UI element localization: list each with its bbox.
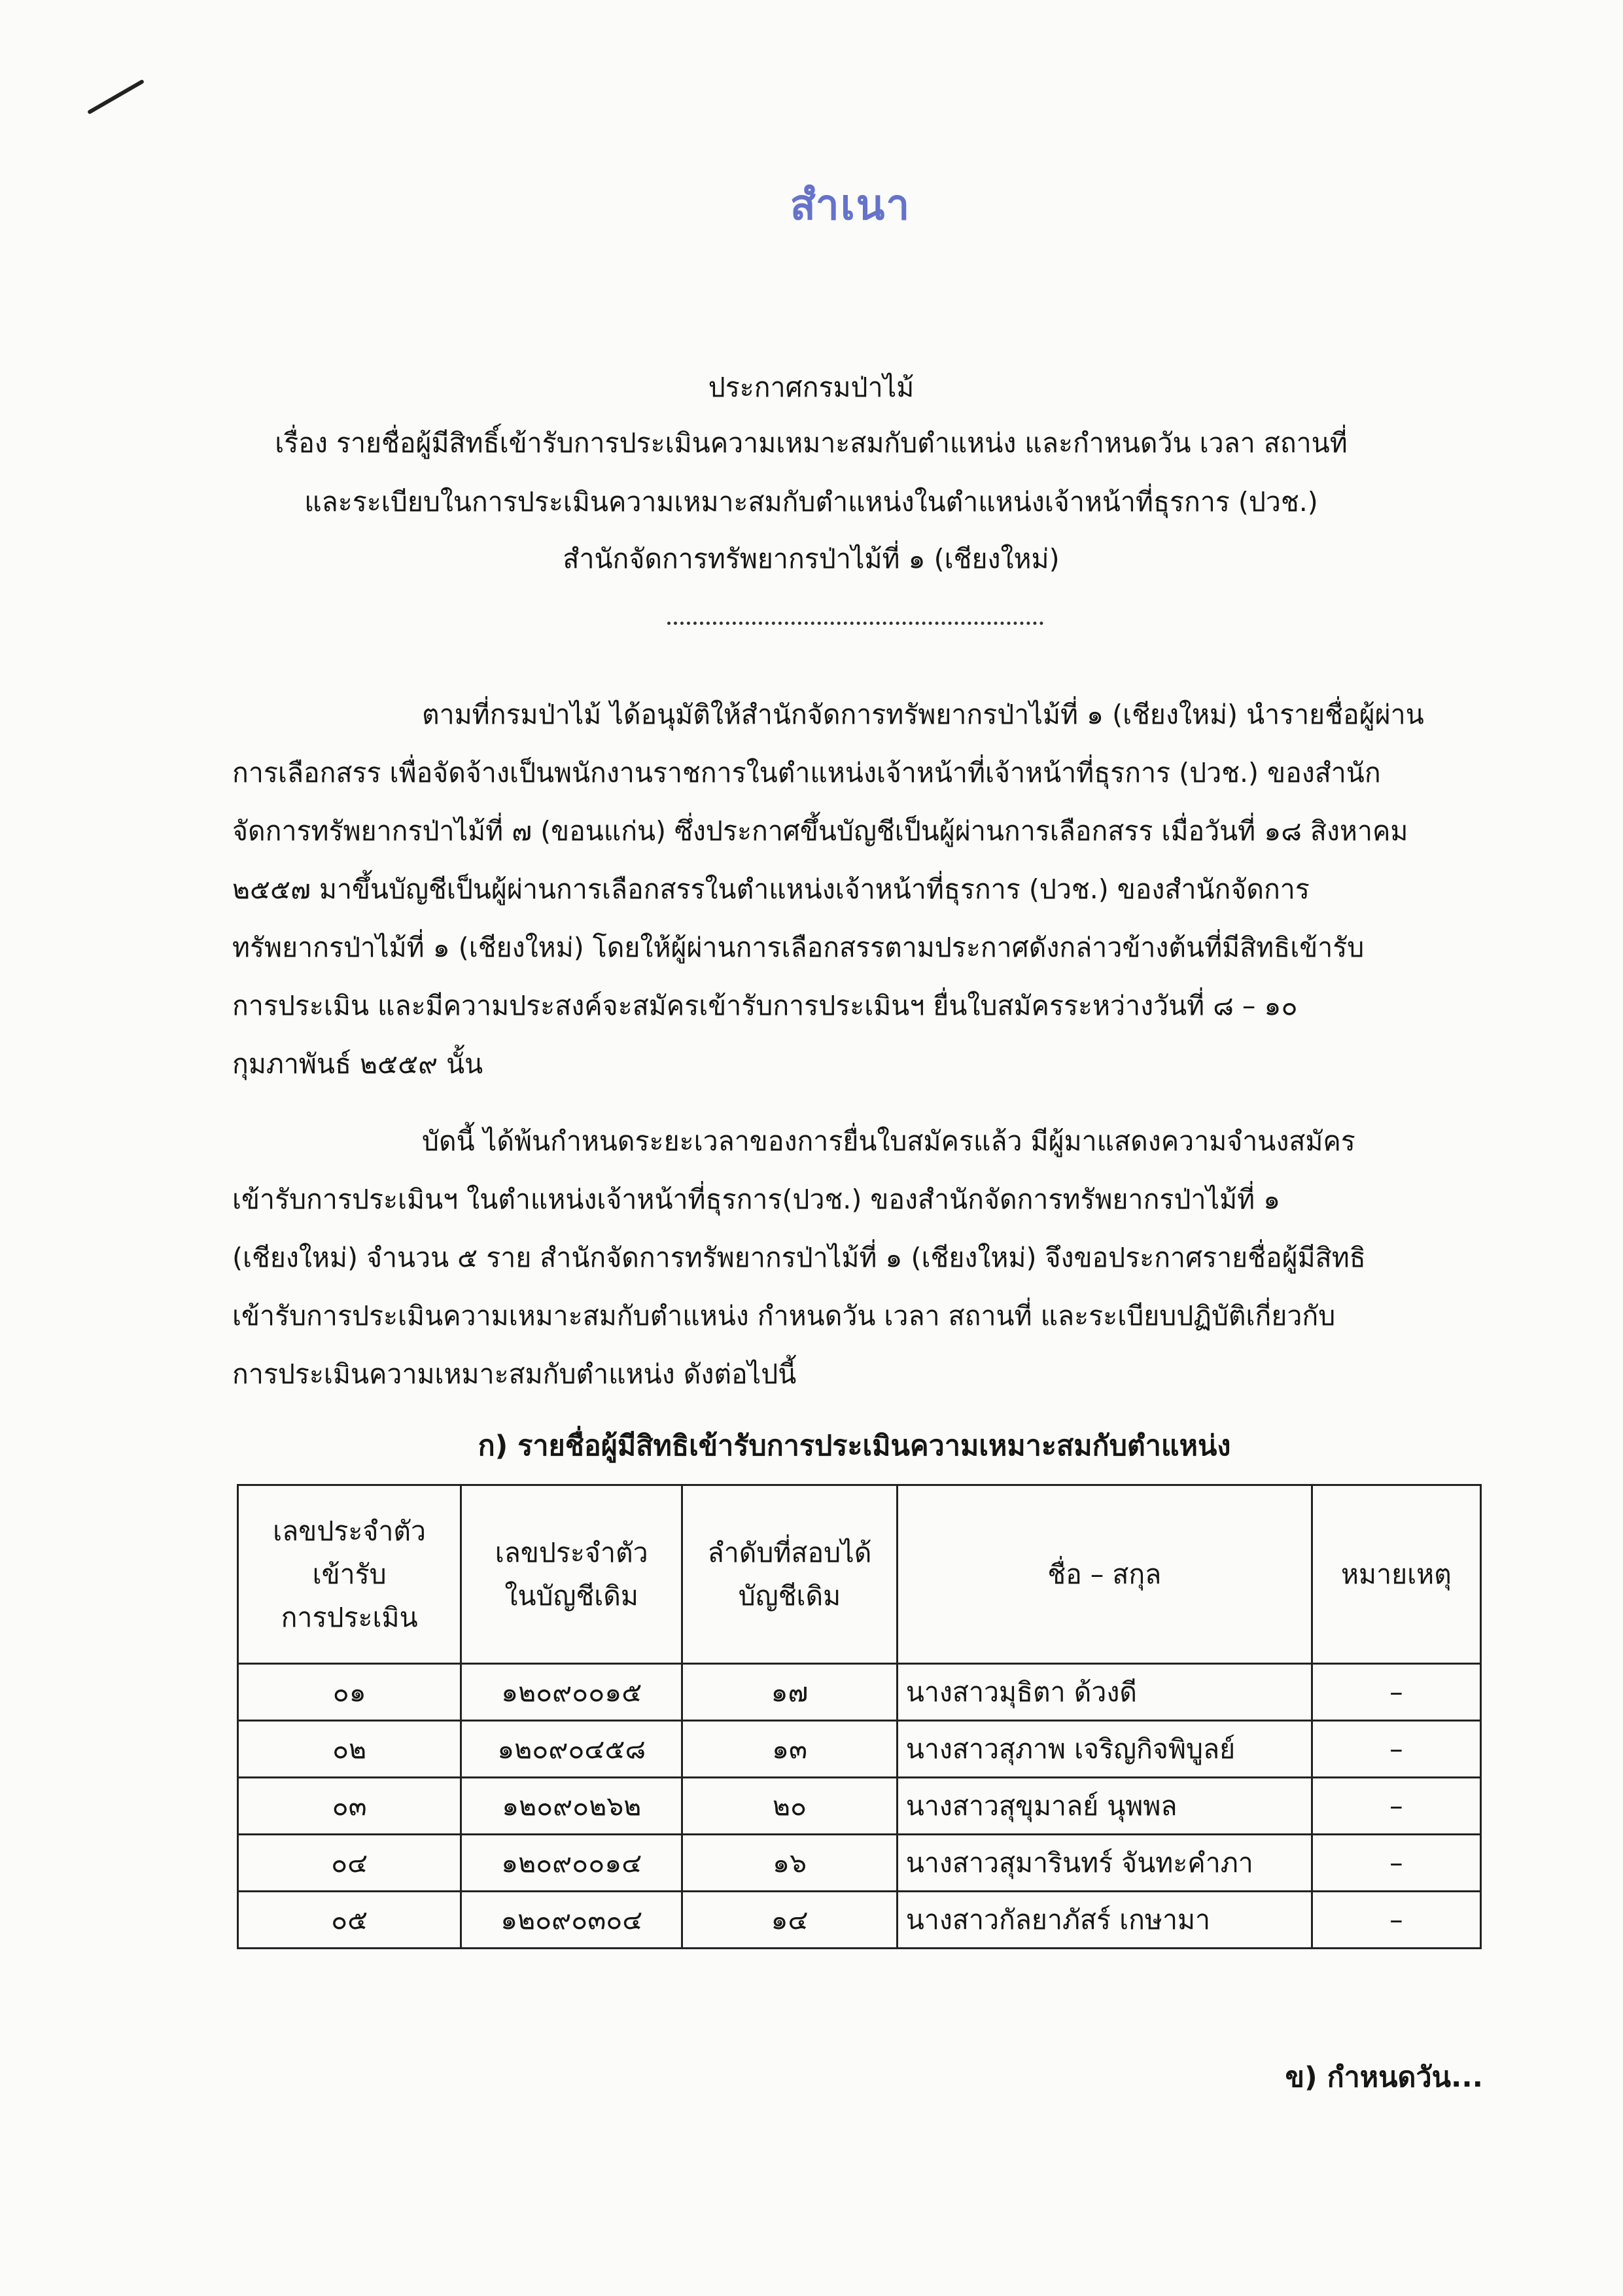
- paragraph-line: การเลือกสรร เพื่อจัดจ้างเป็นพนักงานราชการในตำแหน่งเจ้าหน้าที่เจ้าหน้าที่ธุรการ (ปวช.) ของสำนัก: [232, 757, 1381, 788]
- paragraph-line: จัดการทรัพยากรป่าไม้ที่ ๗ (ขอนแก่น) ซึ่งประกาศขึ้นบัญชีเป็นผู้ผ่านการเลือกสรร เมื่อวันที่ ๑๘ สิงหาคม: [232, 815, 1408, 847]
- announcement-office: สำนักจัดการทรัพยากรป่าไม้ที่ ๑ (เชียงใหม่): [563, 543, 1060, 574]
- cell-note: –: [1312, 1835, 1480, 1892]
- paragraph-line: การประเมิน และมีความประสงค์จะสมัครเข้ารับการประเมินฯ ยื่นใบสมัครระหว่างวันที่ ๘ – ๑๐: [232, 990, 1298, 1021]
- cell-note: –: [1312, 1892, 1480, 1949]
- cell-name: นางสาวสุขุมาลย์ นุพพล: [897, 1778, 1312, 1835]
- cell-assessment-id: ๐๔: [238, 1835, 461, 1892]
- table-row: [238, 1892, 1481, 1949]
- cell-original-id: ๑๒๐๙๐๐๑๔: [461, 1835, 682, 1892]
- cell-name: นางสาวกัลยาภัสร์ เกษามา: [897, 1892, 1312, 1949]
- cell-note: –: [1312, 1664, 1480, 1721]
- header-assessment-id: เลขประจำตัว เข้ารับ การประเมิน: [238, 1485, 461, 1664]
- cell-note: –: [1312, 1721, 1480, 1778]
- cell-rank: ๑๖: [682, 1835, 898, 1892]
- header-original-id: เลขประจำตัว ในบัญชีเดิม: [461, 1485, 682, 1664]
- header-original-rank: ลำดับที่สอบได้ บัญชีเดิม: [682, 1485, 898, 1664]
- continuation-note: ข) กำหนดวัน...: [1285, 2061, 1483, 2094]
- candidates-table: [237, 1484, 1482, 1949]
- announcement-subject: เรื่อง รายชื่อผู้มีสิทธิ์เข้ารับการประเมินความเหมาะสมกับตำแหน่ง และกำหนดวัน เวลา สถานที่: [275, 427, 1348, 459]
- cell-original-id: ๑๒๐๙๐๒๖๒: [461, 1778, 682, 1835]
- paragraph-line: การประเมินความเหมาะสมกับตำแหน่ง ดังต่อไปนี้: [232, 1358, 797, 1390]
- cell-rank: ๑๓: [682, 1721, 898, 1778]
- paragraph-line: ตามที่กรมป่าไม้ ได้อนุมัติให้สำนักจัดการทรัพยากรป่าไม้ที่ ๑ (เชียงใหม่) นำรายชื่อผู้ผ่าน: [422, 699, 1424, 730]
- paragraph-line: ทรัพยากรป่าไม้ที่ ๑ (เชียงใหม่) โดยให้ผู้ผ่านการเลือกสรรตามประกาศดังกล่าวข้างต้นที่มีสิทธิเข้ารับ: [232, 932, 1365, 963]
- section-a-heading: ก) รายชื่อผู้มีสิทธิเข้ารับการประเมินความเหมาะสมกับตำแหน่ง: [478, 1430, 1231, 1462]
- paragraph-line: บัดนี้ ได้พ้นกำหนดระยะเวลาของการยื่นใบสมัครแล้ว มีผู้มาแสดงความจำนงสมัคร: [422, 1125, 1355, 1157]
- cell-assessment-id: ๐๒: [238, 1721, 461, 1778]
- table-header-row: [238, 1485, 1481, 1664]
- cell-name: นางสาวสุภาพ เจริญกิจพิบูลย์: [897, 1721, 1312, 1778]
- cell-assessment-id: ๐๓: [238, 1778, 461, 1835]
- paragraph-line: เข้ารับการประเมินฯ ในตำแหน่งเจ้าหน้าที่ธุรการ(ปวช.) ของสำนักจัดการทรัพยากรป่าไม้ที่ ๑: [232, 1184, 1281, 1215]
- dotted-divider: [667, 622, 1043, 625]
- table-row: [238, 1835, 1481, 1892]
- header-full-name: ชื่อ – สกุล: [897, 1485, 1312, 1664]
- announcement-title: ประกาศกรมป่าไม้: [708, 372, 915, 403]
- table-row: [238, 1721, 1481, 1778]
- table-row: [238, 1664, 1481, 1721]
- cell-original-id: ๑๒๐๙๐๔๕๘: [461, 1721, 682, 1778]
- cell-assessment-id: ๐๑: [238, 1664, 461, 1721]
- table-row: [238, 1778, 1481, 1835]
- cell-original-id: ๑๒๐๙๐๐๑๕: [461, 1664, 682, 1721]
- paragraph-line: เข้ารับการประเมินความเหมาะสมกับตำแหน่ง กำหนดวัน เวลา สถานที่ และระเบียบปฏิบัติเกี่ยวกับ: [232, 1300, 1336, 1332]
- cell-name: นางสาวสุมารินทร์ จันทะคำภา: [897, 1835, 1312, 1892]
- header-remarks: หมายเหตุ: [1312, 1485, 1480, 1664]
- cell-name: นางสาวมุธิตา ด้วงดี: [897, 1664, 1312, 1721]
- pen-mark: [87, 79, 145, 115]
- paragraph-line: ๒๕๕๗ มาขึ้นบัญชีเป็นผู้ผ่านการเลือกสรรในตำแหน่งเจ้าหน้าที่ธุรการ (ปวช.) ของสำนักจัดการ: [232, 874, 1310, 905]
- announcement-subject-cont: และระเบียบในการประเมินความเหมาะสมกับตำแหน่งในตำแหน่งเจ้าหน้าที่ธุรการ (ปวช.): [304, 486, 1318, 518]
- cell-rank: ๒๐: [682, 1778, 898, 1835]
- paragraph-2: [232, 1112, 1476, 1404]
- cell-rank: ๑๗: [682, 1664, 898, 1721]
- cell-rank: ๑๔: [682, 1892, 898, 1949]
- paragraph-line: (เชียงใหม่) จำนวน ๕ ราย สำนักจัดการทรัพยากรป่าไม้ที่ ๑ (เชียงใหม่) จึงขอประกาศรายชื่อผู้มีสิทธิ: [232, 1242, 1366, 1273]
- paragraph-line: กุมภาพันธ์ ๒๕๕๙ นั้น: [232, 1048, 483, 1080]
- paragraph-1: [232, 686, 1476, 1093]
- cell-assessment-id: ๐๕: [238, 1892, 461, 1949]
- cell-original-id: ๑๒๐๙๐๓๐๔: [461, 1892, 682, 1949]
- cell-note: –: [1312, 1778, 1480, 1835]
- copy-stamp: สำเนา: [790, 181, 911, 230]
